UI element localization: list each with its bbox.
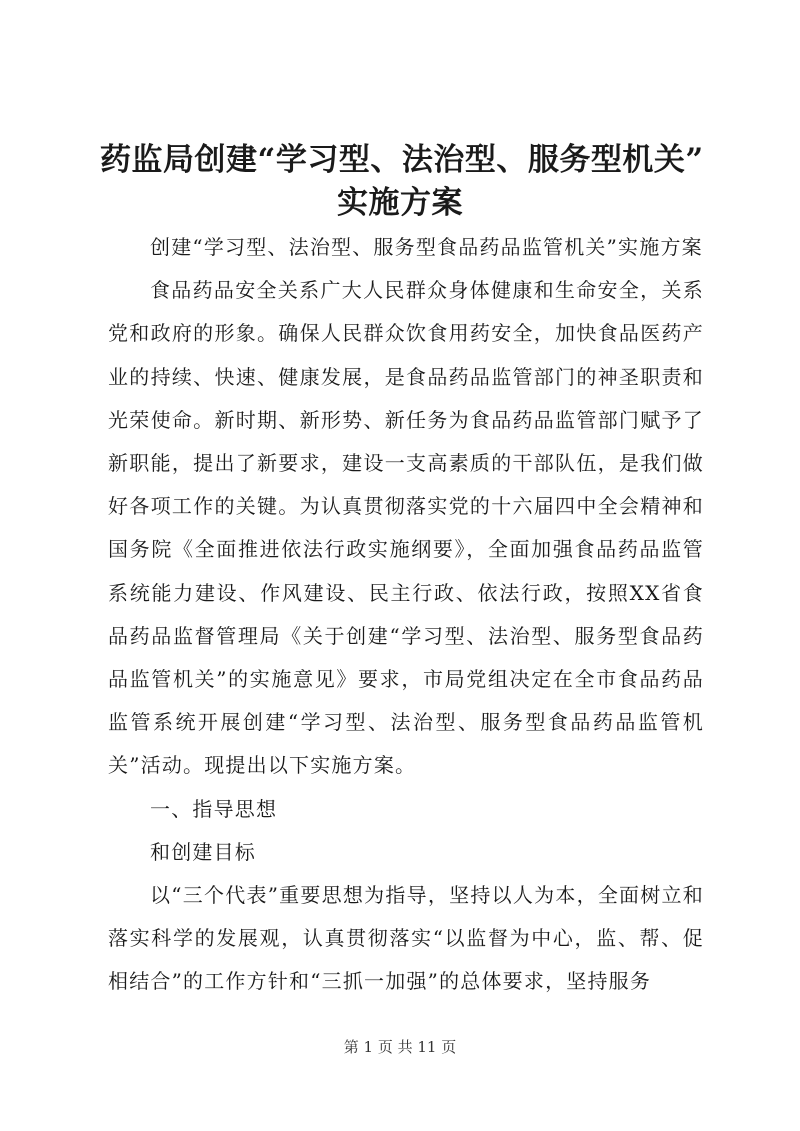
document-title-line-2: 实施方案 — [337, 185, 463, 221]
document-body — [108, 226, 704, 1004]
paragraph-intro: 食品药品安全关系广大人民群众身体健康和生命安全，关系党和政府的形象。确保人民群众饮食用药安全，加快食品医药产业的持续、快速、健康发展，是食品药品监管部门的神圣职责和光荣使命。新时期、新形势、新任务为食品药品监管部门赋予了新职能，提出了新要求，建设一支高素质的干部队伍，是我们做好各项工作的关键。为认真贯彻落实党的十六届四中全会精神和国务院《全面推进依法行政实施纲要》，全面加强食品药品监管系统能力建设、作风建设、民主行政、依法行政，按照XX省食品药品监督管理局《关于创建“学习型、法治型、服务型食品药品监管机关”的实施意见》要求，市局党组决定在全市食品药品监管系统开展创建“学习型、法治型、服务型食品药品监管机关”活动。现提出以下实施方案。 — [108, 278, 704, 778]
paragraph-subtitle: 创建“学习型、法治型、服务型食品药品监管机关”实施方案 — [150, 235, 703, 259]
section-heading-guiding-ideology: 一、指导思想 — [150, 796, 278, 821]
document-title-line-1: 药监局创建“学习型、法治型、服务型机关” — [100, 142, 704, 178]
section-heading-continuation: 和创建目标 — [150, 839, 256, 864]
page-number-footer: 第 1 页 共 11 页 — [343, 1038, 457, 1056]
paragraph-guiding-content: 以“三个代表”重要思想为指导，坚持以人为本，全面树立和落实科学的发展观，认真贯彻落实“以监督为中心，监、帮、促相结合”的工作方针和“三抓一加强”的总体要求，坚持服务 — [108, 883, 704, 994]
